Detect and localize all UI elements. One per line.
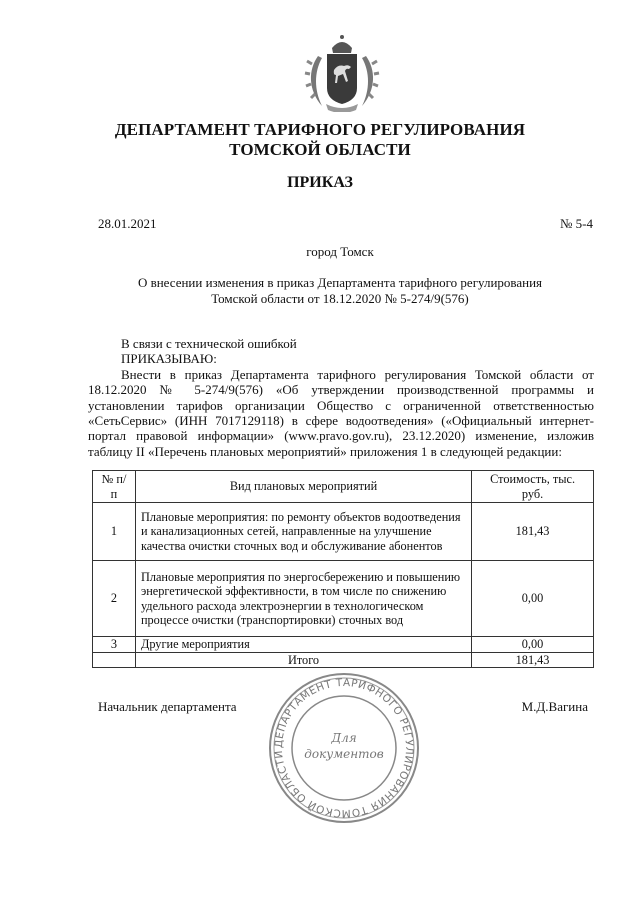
total-cost: 181,43 (472, 652, 594, 668)
row-kind: Другие мероприятия (135, 637, 471, 653)
header-kind: Вид плановых мероприятий (135, 471, 471, 503)
department-title-line2: ТОМСКОЙ ОБЛАСТИ (229, 140, 411, 159)
department-title (0, 120, 640, 160)
document-city: город Томск (306, 244, 374, 259)
row-cost: 0,00 (472, 637, 594, 653)
coat-of-arms-icon (304, 26, 380, 112)
body-order: ПРИКАЗЫВАЮ: (121, 351, 217, 367)
document-subject (0, 275, 640, 307)
official-stamp-icon (265, 672, 423, 824)
document-body (88, 336, 594, 459)
signatory-name: М.Д.Вагина (521, 699, 588, 714)
stamp-center-line1: Для (331, 731, 357, 745)
row-num: 2 (93, 561, 136, 637)
row-num: 3 (93, 637, 136, 653)
signatory-position: Начальник департамента (98, 699, 237, 714)
header-num: № п/п (93, 471, 136, 503)
total-empty-cell (93, 652, 136, 668)
body-paragraph: Внести в приказ Департамента тарифного регулирования Томской области от 18.12.2020 № 5-274/9(576) «Об утверждении производственной программы и установлении тарифов организации Общество с ограниченной ответственностью «СетьСервис» (ИНН 7017129118) в сфере водоотведения» («Официальный интернет-портал правовой информации» (www.pravo.gov.ru), 23.12.2020) изменение, изложив таблицу II «Перечень плановых мероприятий» приложения 1 в следующей редакции: (88, 366, 594, 459)
table-header-row (93, 471, 594, 503)
plan-table (92, 470, 594, 668)
department-title-line1: ДЕПАРТАМЕНТ ТАРИФНОГО РЕГУЛИРОВАНИЯ (114, 120, 526, 139)
row-kind: Плановые мероприятия по энергосбережению и повышению энергетической эффективности, в том числе по снижению удельного расхода электроэнергии в технологическом процессе очистки (транспортировки) сточных вод (135, 561, 471, 637)
header-cost: Стоимость, тыс. руб. (472, 471, 594, 503)
total-label: Итого (135, 652, 471, 668)
subject-line2: Томской области от 18.12.2020 № 5-274/9(576) (211, 291, 469, 306)
document-date: 28.01.2021 (98, 216, 157, 231)
document-type: ПРИКАЗ (287, 174, 353, 191)
row-cost: 0,00 (472, 561, 594, 637)
table-row (93, 503, 594, 561)
subject-line1: О внесении изменения в приказ Департамента тарифного регулирования (137, 275, 543, 290)
body-reason: В связи с технической ошибкой (121, 336, 297, 351)
table-total-row (93, 652, 594, 668)
stamp-center-line2: документов (304, 747, 384, 761)
row-num: 1 (93, 503, 136, 561)
row-kind: Плановые мероприятия: по ремонту объектов водоотведения и канализационных сетей, направленные на улучшение качества очистки сточных вод и обслуживание абонентов (135, 503, 471, 561)
table-row (93, 637, 594, 653)
table-row (93, 561, 594, 637)
document-number: № 5-4 (560, 216, 593, 231)
row-cost: 181,43 (472, 503, 594, 561)
stamp-ring-text: ДЕПАРТАМЕНТ ТАРИФНОГО РЕГУЛИРОВАНИЯ ТОМСКОЙ ОБЛАСТИ (272, 676, 416, 820)
